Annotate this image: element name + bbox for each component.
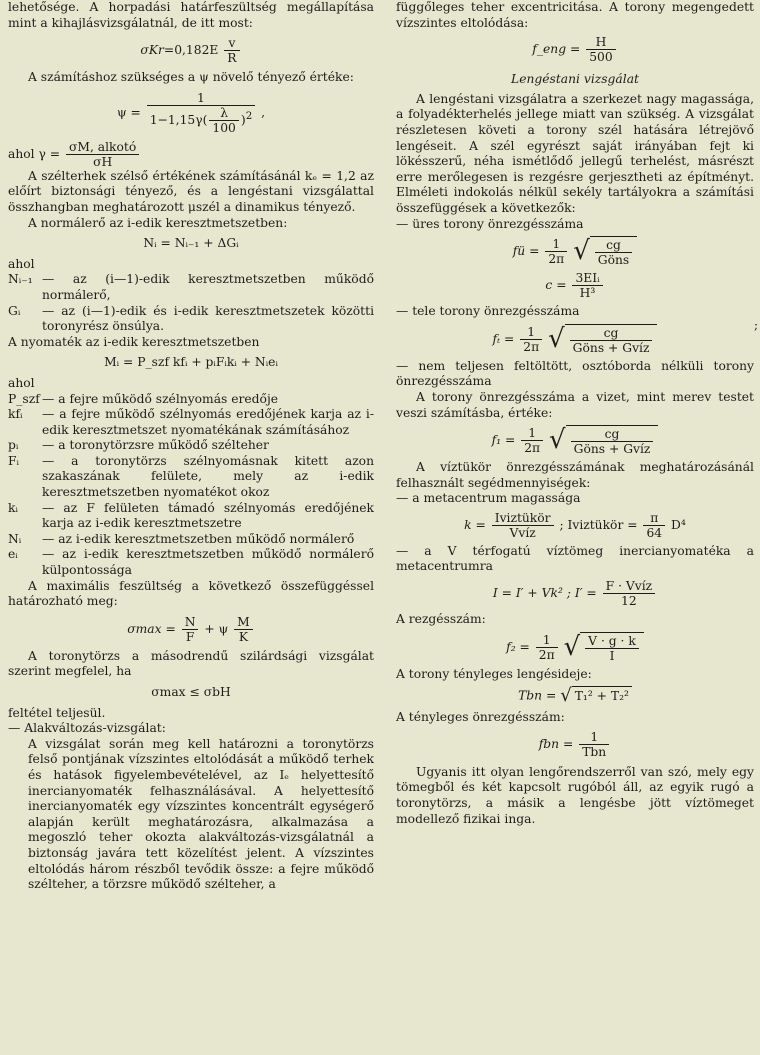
definition-item: [8, 272, 374, 303]
equation-condition: σmax ≤ σbH: [151, 685, 231, 699]
numerator: π: [643, 511, 665, 526]
definition-item: [8, 304, 374, 335]
exponent: 2: [245, 109, 253, 122]
definition-item: [8, 407, 374, 438]
list-item: — a metacentrum magassága: [396, 491, 581, 506]
equation-f2: [396, 632, 754, 663]
ahol-gamma-label: ahol γ =: [8, 146, 61, 161]
denominator: F: [185, 629, 195, 644]
denominator: 2π: [538, 647, 555, 662]
paragraph: A víztükör önrezgésszámának meghatározásánál felhasznált segédmennyiségek:: [396, 460, 754, 490]
paragraph: A számításhoz szükséges a ψ növelő tényező értéke:: [28, 70, 354, 85]
eq-lhs: fü =: [512, 244, 540, 259]
denominator: σH: [93, 154, 113, 169]
term: kᵢ: [8, 500, 18, 515]
definition-item: [8, 547, 374, 578]
equation-f1: [396, 425, 754, 456]
right-column: [396, 0, 754, 827]
numerator: 1: [545, 237, 567, 252]
fraction: [147, 91, 256, 135]
equation-inertia: [396, 579, 754, 608]
paragraph: A rezgésszám:: [396, 612, 486, 627]
radicand: T₁² + T₂²: [572, 686, 632, 706]
eq-lhs: Tbn =: [518, 688, 557, 703]
paragraph: A maximális feszültség a következő összefüggéssel határozható meg:: [8, 578, 374, 609]
term: pᵢ: [8, 438, 19, 453]
description: — a fejre működő szélnyomás eredője: [42, 391, 279, 406]
numerator: N: [182, 615, 199, 630]
denominator: 64: [646, 525, 663, 540]
eq-lhs: c =: [545, 278, 567, 293]
list-item: — tele torony önrezgésszáma: [396, 304, 580, 319]
denominator: 2π: [524, 441, 541, 456]
fraction: [585, 634, 639, 663]
numerator: cg: [595, 238, 632, 253]
fraction: [586, 35, 615, 64]
eq-lhs: fₜ =: [492, 331, 515, 346]
numerator: v: [224, 36, 239, 51]
section-title: Lengéstani vizsgálat: [511, 72, 639, 87]
list-item: — üres torony önrezgésszáma: [396, 216, 584, 231]
denominator: R: [227, 51, 237, 66]
paragraph: A lengéstani vizsgálatra a szerkezet nagy magassága, a folyadékterhelés jellege miatt van szükség. A vizsgálat részletesen követi a torony szél hatására létrejövő lengéseit. A szél egyrészt saját irányában fejt ki lökésszerű, néha ismétlődő jellegű terhelést, másrészt erre merőlegesen is rezgésre gerjesztheti az építményt. Elméleti indokolás nélkül sekély tartályokra a számítási összefüggések a következők:: [396, 91, 754, 215]
eq-lhs: f₂ =: [506, 639, 530, 654]
paragraph: A toronytörzs a másodrendű szilárdsági vizsgálat szerint megfelel, ha: [8, 648, 374, 679]
term: kfᵢ: [8, 407, 23, 422]
fraction: [492, 511, 554, 540]
numerator: Iviztükör: [492, 511, 554, 526]
numerator: M: [234, 615, 253, 630]
square-root: √ $\frac{cg}{\text{Göns + Gvíz}}$: [548, 324, 657, 355]
equation-sigma-kr: [8, 36, 374, 65]
paragraph: függőleges teher excentricitása. A torony megengedett vízszintes eltolódása:: [396, 0, 754, 30]
fraction: [572, 271, 602, 300]
paragraph: A tényleges önrezgésszám:: [396, 710, 565, 725]
numerator: σM, alkotó: [66, 140, 139, 155]
square-root: √ T₁² + T₂²: [560, 686, 632, 706]
left-column: [8, 0, 374, 893]
paragraph: A szélterhek szélső értékének számításánál kₑ = 1,2 az előírt biztonsági tényező, és a lengéstani vizsgálattal összhangban meghatározott μszél a dinamikus tényező.: [8, 168, 374, 214]
denominator: 100: [212, 120, 236, 135]
definition-item: [8, 454, 374, 501]
denominator: H³: [579, 286, 596, 301]
gamma-definition: [8, 140, 374, 169]
equation-f-full: [396, 324, 754, 355]
numerator: 1: [147, 91, 256, 106]
fraction: [520, 325, 542, 354]
description: — a toronytörzs szélnyomásnak kitett azon szakaszának felülete, mely az i-edik keresztmetszetben nyomatékot okoz: [42, 453, 374, 500]
term: Nᵢ₋₁: [8, 272, 33, 287]
equation-f-empty: [396, 236, 754, 267]
equation-c: [396, 271, 754, 300]
fraction: [571, 427, 654, 456]
equation-psi: [8, 91, 374, 135]
term: Gᵢ: [8, 303, 21, 318]
paragraph: A nyomaték az i-edik keresztmetszetben: [8, 334, 260, 349]
paragraph: lehetősége. A horpadási határfeszültség megállapítása mint a kihajlásvizsgálatnál, de itt most:: [8, 0, 374, 30]
term: eᵢ: [8, 547, 18, 562]
eq-mid: ; Iviztükör =: [559, 517, 638, 532]
eq-lhs: σKr: [140, 43, 164, 58]
definitions-2: [8, 392, 374, 579]
paragraph: A torony tényleges lengésideje:: [396, 666, 592, 681]
term: Fᵢ: [8, 453, 20, 468]
description: — a toronytörzsre működő szélteher: [42, 438, 269, 453]
numerator: λ: [209, 106, 238, 121]
eq-lhs: k =: [464, 517, 486, 532]
term: P_szf: [8, 391, 40, 406]
equation-tbn: [396, 686, 754, 706]
fraction: [182, 615, 199, 644]
square-root: √ $\frac{cg}{\text{Göns}}$: [573, 236, 637, 267]
list-item: — nem teljesen feltöltött, osztóborda nélküli torony önrezgésszáma: [396, 358, 754, 389]
denominator: Tbn: [582, 744, 607, 759]
term: Nᵢ: [8, 531, 22, 546]
denominator: 1−1,15γ( $\frac{\lambda}{100}$ )$^2$: [149, 105, 253, 135]
fraction: [234, 615, 253, 644]
paragraph: Ugyanis itt olyan lengőrendszerről van szó, mely egy tömegből és két kapcsolt rugóból áll, az egyik rugó a toronytörzs, a másik a lengésbe jött víztömeget modellező fizikai inga.: [396, 764, 754, 826]
fraction: [570, 326, 653, 355]
paragraph: feltétel teljesül.: [8, 705, 106, 720]
numerator: V · g · k: [585, 634, 639, 649]
equation-normal-force: Nᵢ = Nᵢ₋₁ + ΔGᵢ: [143, 236, 239, 251]
description: — az F felületen támadó szélnyomás eredőjének karja az i-edik keresztmetszetre: [42, 500, 374, 531]
square-root: √ $\frac{cg}{\text{Göns + Gvíz}}$: [549, 425, 658, 456]
eq-lhs: f₁ =: [491, 433, 516, 448]
stray-mark: ;: [753, 318, 758, 332]
denominator: 500: [589, 50, 613, 65]
paragraph: A vizsgálat során meg kell határozni a toronytörzs felső pontjának vízszintes eltolódását a működő terhek és hatások figyelembevételével, az Iₑ helyettesítő inercianyomaték felhasználásával. A helyettesítő inercianyomaték egy vízszintes koncentrált egységerő alapján került meghatározásra, alkalmazása a megoszló teher okozta alakváltozás-vizsgálatnál a biztonság javára tett közelítést jelent. A vízszintes eltolódás három részből tevődik össze: a fejre működő szélteher, a törzsre működő szélteher, a: [28, 736, 374, 892]
numerator: H: [586, 35, 615, 50]
ahol-label: ahol: [8, 256, 35, 271]
fraction: [224, 36, 239, 65]
fraction: [66, 140, 139, 169]
denominator: 2π: [548, 252, 565, 267]
ahol-label: ahol: [8, 375, 35, 390]
eq-lhs: fbn =: [538, 736, 574, 751]
paragraph: A normálerő az i-edik keresztmetszetben:: [28, 215, 288, 230]
numerator: 3EIᵢ: [572, 271, 602, 286]
denominator: Göns: [597, 253, 630, 268]
section-item: — Alakváltozás-vizsgálat:: [8, 721, 166, 736]
comma: ,: [261, 105, 266, 120]
eq-lhs: ψ =: [116, 105, 141, 120]
description: — az i-edik keresztmetszetben működő normálerő külpontossága: [42, 547, 374, 578]
equation-k: [396, 511, 754, 540]
definition-item: [8, 532, 374, 548]
den-part: 1−1,15γ: [149, 112, 203, 127]
equation-sigma-max: [8, 615, 374, 644]
description: — a fejre működő szélnyomás eredőjének karja az i-edik keresztmetszet nyomatékának számításához: [42, 407, 374, 437]
numerator: 1: [520, 325, 542, 340]
denominator: 2π: [523, 339, 540, 354]
fraction: [643, 511, 665, 540]
equation-fbn: [396, 730, 754, 759]
numerator: 1: [521, 426, 543, 441]
eq-lhs: I = I′ + Vk² ; I′ =: [492, 586, 597, 601]
numerator: cg: [570, 326, 653, 341]
eq-lhs: f_eng =: [532, 42, 581, 57]
square-root: √ $\frac{V \cdot g \cdot k}{I}$: [564, 632, 644, 663]
numerator: 1: [579, 730, 609, 745]
description: — az (i—1)-edik keresztmetszetben működő normálerő,: [42, 272, 374, 302]
denominator: Vvíz: [509, 525, 536, 540]
eq-lhs: σmax =: [127, 621, 176, 636]
denominator: I: [609, 648, 615, 663]
eq-rhs: =0,182E: [163, 43, 219, 58]
fraction: [536, 633, 558, 662]
paragraph: A torony önrezgésszáma a vizet, mint merev testet veszi számításba, értéke:: [396, 389, 754, 420]
numerator: cg: [571, 427, 654, 442]
numerator: F · Vvíz: [603, 579, 656, 594]
inner-fraction: [209, 106, 238, 135]
eq-tail: D⁴: [671, 517, 686, 532]
denominator: Göns + Gvíz: [572, 340, 650, 355]
list-item: — a V térfogatú víztömeg inercianyomatéka a metacentrumra: [396, 543, 754, 574]
definition-item: [8, 501, 374, 532]
denominator: 12: [621, 594, 637, 609]
equation-moment: Mᵢ = P_szf kfᵢ + pᵢFᵢkᵢ + Nᵢeᵢ: [104, 355, 278, 370]
description: — az (i—1)-edik és i-edik keresztmetszetek közötti toronyrész önsúlya.: [42, 303, 374, 334]
denominator: Göns + Gvíz: [573, 442, 651, 457]
numerator: 1: [536, 633, 558, 648]
definitions-1: [8, 272, 374, 334]
fraction: [579, 730, 609, 759]
fraction: [545, 237, 567, 266]
denominator: K: [238, 629, 249, 644]
eq-plus: + ψ: [204, 621, 229, 636]
equation-f-eng: [396, 35, 754, 64]
fraction: [595, 238, 632, 267]
fraction: [521, 426, 543, 455]
definition-item: [8, 392, 374, 408]
definition-item: [8, 438, 374, 454]
fraction: [603, 579, 656, 608]
description: — az i-edik keresztmetszetben működő normálerő: [42, 531, 355, 546]
